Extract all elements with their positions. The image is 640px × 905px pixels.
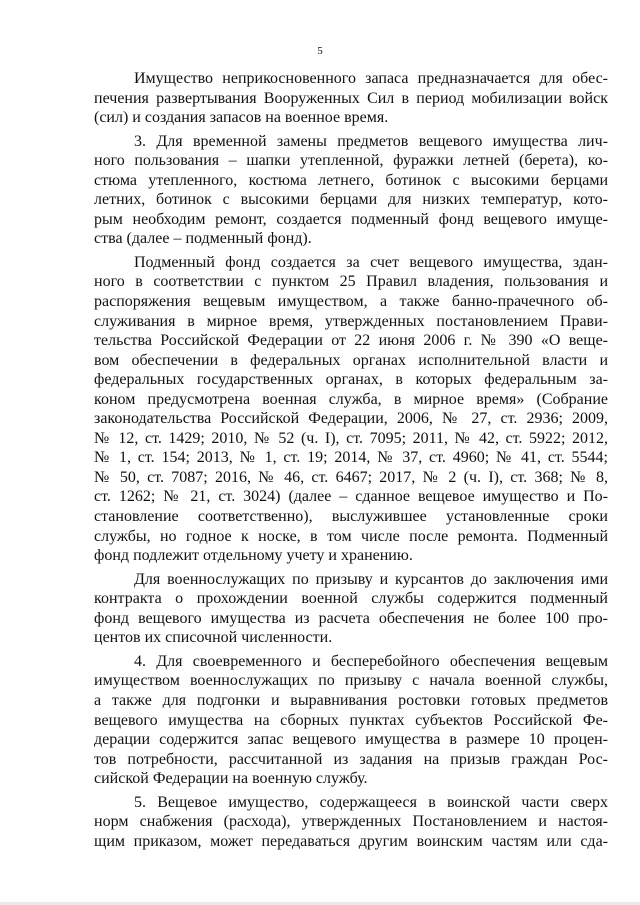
paragraph-item-5	[94, 793, 608, 852]
text-line: а также для подгонки и выравнивания ростовки готовых предметов	[94, 691, 608, 709]
text-line: вом обеспечении в федеральных органах исполнительной власти и	[94, 351, 608, 369]
text-line: федеральных государственных органах, в которых федеральным за-	[94, 371, 608, 389]
text-line: Имущество неприкосновенного запаса предназначается для обес-	[134, 70, 608, 87]
text-line: ного пользования – шапки утепленной, фуражки летней (берета), ко-	[94, 152, 608, 170]
paragraph-reserve-purpose	[94, 69, 608, 128]
text-line: ства (далее – подменный фонд).	[94, 230, 312, 248]
text-line: фонд подлежит отдельному учету и хранению.	[94, 547, 413, 565]
text-line: 5. Вещевое имущество, содержащееся в воинской части сверх	[134, 793, 608, 811]
text-line: № 1, ст. 154; 2013, № 1, ст. 19; 2014, № 37, ст. 4960; № 41, ст. 5544;	[94, 449, 608, 467]
text-line: центов их списочной численности.	[94, 629, 333, 647]
text-line: сийской Федерации на военную службу.	[94, 770, 368, 788]
text-line: ст. 1262; № 21, ст. 3024) (далее – сданное вещевое имущество и По-	[94, 488, 608, 506]
text-line: ного в соответствии с пунктом 25 Правил владения, пользования и	[94, 273, 608, 291]
text-line: щим приказом, может передаваться другим воинским частям или сда-	[94, 832, 608, 850]
text-line: 4. Для своевременного и бесперебойного обеспечения вещевым	[134, 652, 608, 670]
text-line: № 12, ст. 1429; 2010, № 52 (ч. I), ст. 7095; 2011, № 42, ст. 5922; 2012,	[94, 429, 608, 447]
text-line: 3. Для временной замены предметов вещевого имущества лич-	[134, 132, 608, 150]
text-line: служивания в мирное время, утвержденных постановлением Прави-	[94, 312, 608, 330]
text-line: вещевого имущества на сборных пунктах субъектов Российской Фе-	[94, 711, 608, 729]
text-line: фонд вещевого имущества из расчета обеспечения не более 100 про-	[94, 609, 608, 627]
text-line: контракта о прохождении военной службы содержится подменный	[94, 590, 608, 608]
text-line: печения развертывания Вооруженных Сил в период мобилизации войск	[94, 89, 608, 107]
text-line: норм снабжения (расхода), утвержденных Постановлением и настоя-	[94, 813, 608, 831]
paragraph-item-4	[94, 652, 608, 789]
document-body	[94, 69, 608, 851]
text-line: Для военнослужащих по призыву и курсантов до заключения ими	[134, 570, 608, 588]
text-line: службы, но годное к носке, в том числе после ремонта. Подменный	[94, 527, 608, 545]
text-line: стюма утепленного, костюма летнего, ботинок с высокими берцами	[94, 171, 608, 189]
text-line: рым необходим ремонт, создается подменный фонд вещевого имуще-	[94, 210, 608, 228]
text-line: летних, ботинок с высокими берцами для низких температур, кото-	[94, 191, 608, 209]
page-number: 5	[317, 45, 323, 57]
text-line: дерации содержится запас вещевого имущества в размере 10 процен-	[94, 731, 608, 749]
text-line: законодательства Российской Федерации, 2006, № 27, ст. 2936; 2009,	[94, 410, 608, 428]
text-line: № 50, ст. 7087; 2016, № 46, ст. 6467; 2017, № 2 (ч. I), ст. 368; № 8,	[94, 468, 608, 486]
text-line: становление соответственно), выслужившее установленные сроки	[94, 508, 608, 526]
paragraph-replacement-fund	[94, 253, 608, 566]
paragraph-item-3	[94, 132, 608, 249]
text-line: Подменный фонд создается за счет вещевого имущества, здан-	[134, 253, 608, 271]
text-line: распоряжения вещевым имуществом, а также банно-прачечного об-	[94, 293, 608, 311]
text-line: тельства Российской Федерации от 22 июня 2006 г. № 390 «О веще-	[94, 332, 608, 350]
text-line: коном предусмотрена военная служба, в мирное время» (Собрание	[94, 390, 608, 408]
paragraph-conscripts-fund	[94, 570, 608, 648]
text-line: (сил) и создания запасов на военное время.	[94, 109, 389, 127]
text-line: тов потребности, рассчитанной из задания на призыв граждан Рос-	[94, 750, 608, 768]
text-line: имуществом военнослужащих по призыву с начала военной службы,	[94, 672, 608, 690]
